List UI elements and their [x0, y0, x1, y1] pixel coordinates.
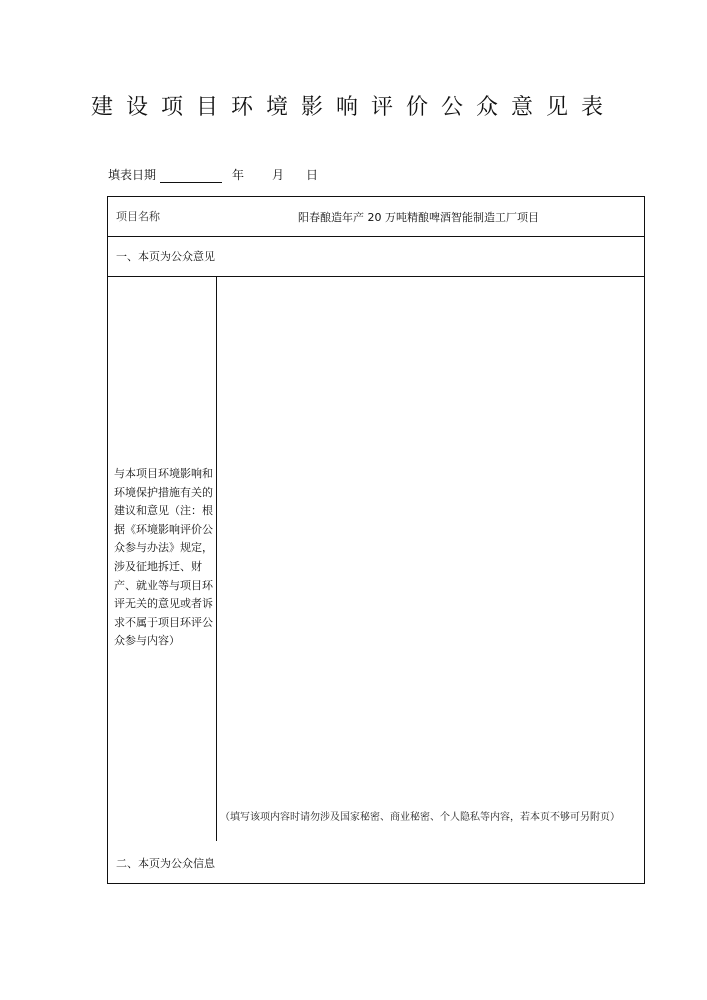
fill-date-line: [108, 166, 318, 183]
section1-heading-row: [108, 237, 644, 277]
section1-heading: 一、本页为公众意见: [116, 250, 215, 263]
section2-heading-row: [108, 841, 644, 883]
project-name-row: [108, 197, 644, 237]
project-name-value: 阳春酿造年产 20 万吨精酿啤酒智能制造工厂项目: [298, 211, 539, 224]
fill-date-label: 填表日期: [108, 168, 157, 182]
form-title: 建设项目环境影响评价公众意见表: [90, 95, 616, 120]
project-name-label: 项目名称: [116, 210, 160, 223]
opinion-form-table: [107, 196, 645, 884]
opinion-body-row: [108, 277, 644, 841]
day-unit: 日: [306, 168, 319, 182]
opinion-column-divider: [216, 277, 217, 841]
year-unit: 年: [232, 168, 245, 182]
month-unit: 月: [272, 168, 285, 182]
opinion-note: （填写该项内容时请勿涉及国家秘密、商业秘密、个人隐私等内容，若本页不够可另附页）: [220, 812, 620, 823]
opinion-field-label: 与本项目环境影响和环境保护措施有关的建议和意见（注：根据《环境影响评价公众参与办法》规定，涉及征地拆迁、财产、就业等与项目环评无关的意见或者诉求不属于项目环评公众参与内容）: [114, 467, 213, 648]
section2-heading: 二、本页为公众信息: [116, 857, 215, 870]
year-blank[interactable]: [160, 168, 222, 183]
